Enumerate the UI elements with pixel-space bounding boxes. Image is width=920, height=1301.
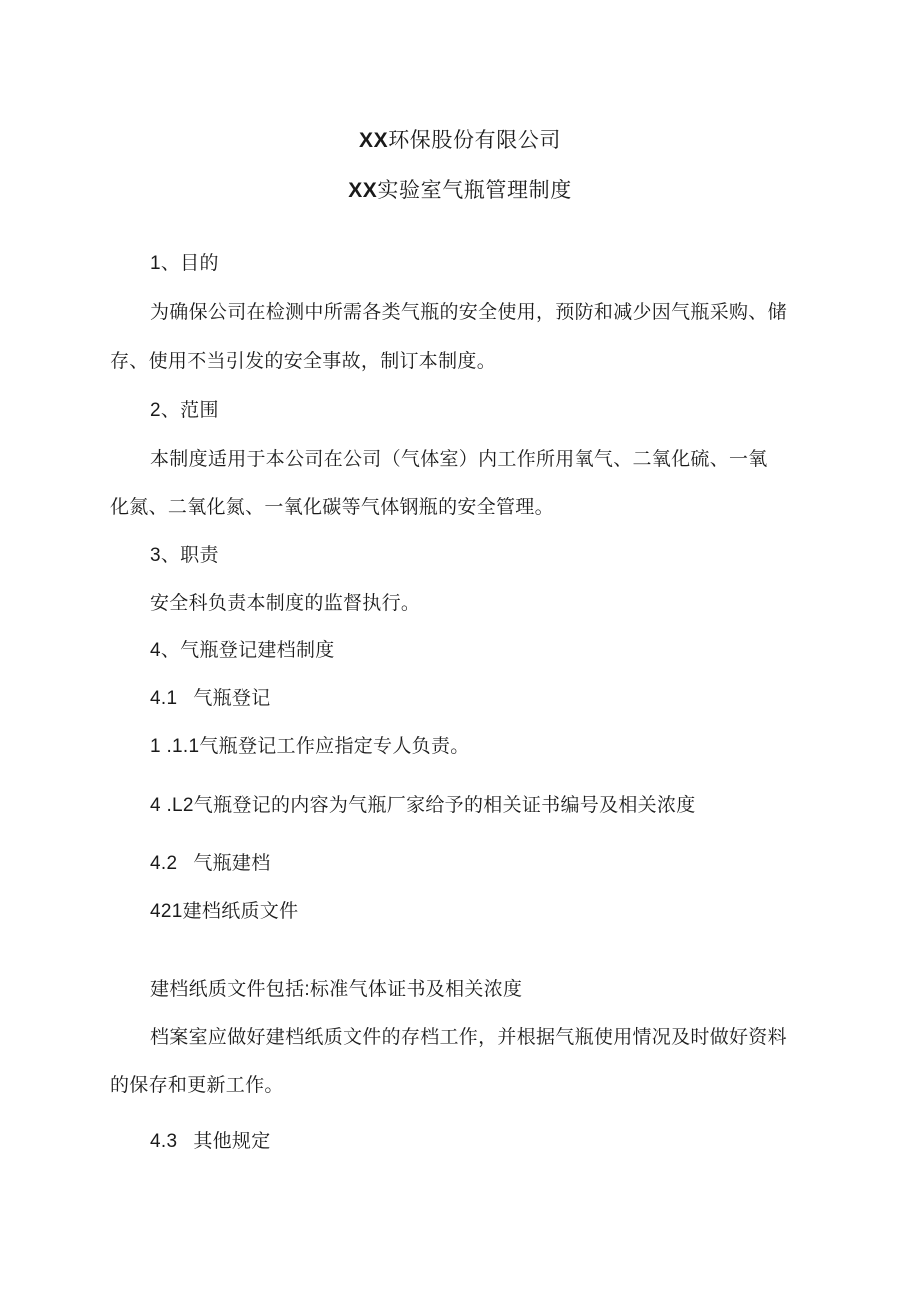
archive-body-line-2: 的保存和更新工作。 xyxy=(110,1074,284,1096)
subsection-4-3-number: 4.3 xyxy=(150,1131,178,1152)
subsection-4-3-heading xyxy=(150,1128,271,1155)
document-title-prefix: XX xyxy=(348,179,378,202)
section-3-number: 3 xyxy=(150,545,161,566)
item-4-2-1-body-suffix: 标准气体证书及相关浓度 xyxy=(310,978,523,1000)
section-2-body-line-2: 化氮、二氧化氮、一氧化碳等气体钢瓶的安全管理。 xyxy=(110,496,554,518)
section-3-body: 安全科负责本制度的监督执行。 xyxy=(150,592,421,614)
subsection-4-1-heading xyxy=(150,685,271,712)
company-title xyxy=(0,125,920,156)
section-4-heading xyxy=(150,637,335,664)
section-3-heading xyxy=(150,542,219,569)
subsection-4-2-heading xyxy=(150,850,271,877)
section-2-heading xyxy=(150,397,219,424)
section-4-title: 、气瓶登记建档制度 xyxy=(160,639,335,661)
item-4-2-1-body-colon: : xyxy=(304,979,310,1000)
item-4-1-2-text: 气瓶登记的内容为气瓶厂家给予的相关证书编号及相关浓度 xyxy=(193,794,696,816)
section-2-body-line-1: 本制度适用于本公司在公司（气体室）内工作所用氧气、二氧化硫、一氧 xyxy=(150,448,768,470)
item-4-1-2-number: 4 .L2 xyxy=(150,795,194,816)
section-1-body-line-2: 存、使用不当引发的安全事故，制订本制度。 xyxy=(110,350,497,372)
item-4-1-1-number: 1 .1.1 xyxy=(150,736,200,757)
item-4-1-2 xyxy=(150,792,696,819)
item-4-2-1-number: 421 xyxy=(150,901,183,922)
item-4-2-1-heading xyxy=(150,898,298,925)
section-1-heading xyxy=(150,250,219,277)
item-4-1-1-text: 气瓶登记工作应指定专人负责。 xyxy=(199,735,470,757)
item-4-2-1-body-prefix: 建档纸质文件包括 xyxy=(150,978,305,1000)
item-4-2-1-title: 建档纸质文件 xyxy=(182,900,299,922)
item-4-2-1-body xyxy=(150,976,522,1003)
section-3-title: 、职责 xyxy=(160,544,219,566)
document-title xyxy=(0,175,920,206)
section-2-title: 、范围 xyxy=(160,399,219,421)
subsection-4-2-number: 4.2 xyxy=(150,853,178,874)
item-4-1-1 xyxy=(150,733,470,760)
subsection-4-1-title: 气瓶登记 xyxy=(193,687,271,709)
subsection-4-2-title: 气瓶建档 xyxy=(193,852,271,874)
section-1-body-line-1: 为确保公司在检测中所需各类气瓶的安全使用，预防和减少因气瓶采购、储 xyxy=(150,301,787,323)
document-title-text: 实验室气瓶管理制度 xyxy=(377,178,572,202)
subsection-4-1-number: 4.1 xyxy=(150,688,178,709)
company-title-text: 环保股份有限公司 xyxy=(388,128,562,152)
section-1-title: 、目的 xyxy=(160,252,219,274)
archive-body-line-1: 档案室应做好建档纸质文件的存档工作，并根据气瓶使用情况及时做好资料 xyxy=(150,1026,787,1048)
company-title-prefix: XX xyxy=(358,129,389,152)
section-2-number: 2 xyxy=(150,400,161,421)
section-1-number: 1 xyxy=(150,253,161,274)
section-4-number: 4 xyxy=(150,640,161,661)
subsection-4-3-title: 其他规定 xyxy=(193,1130,271,1152)
